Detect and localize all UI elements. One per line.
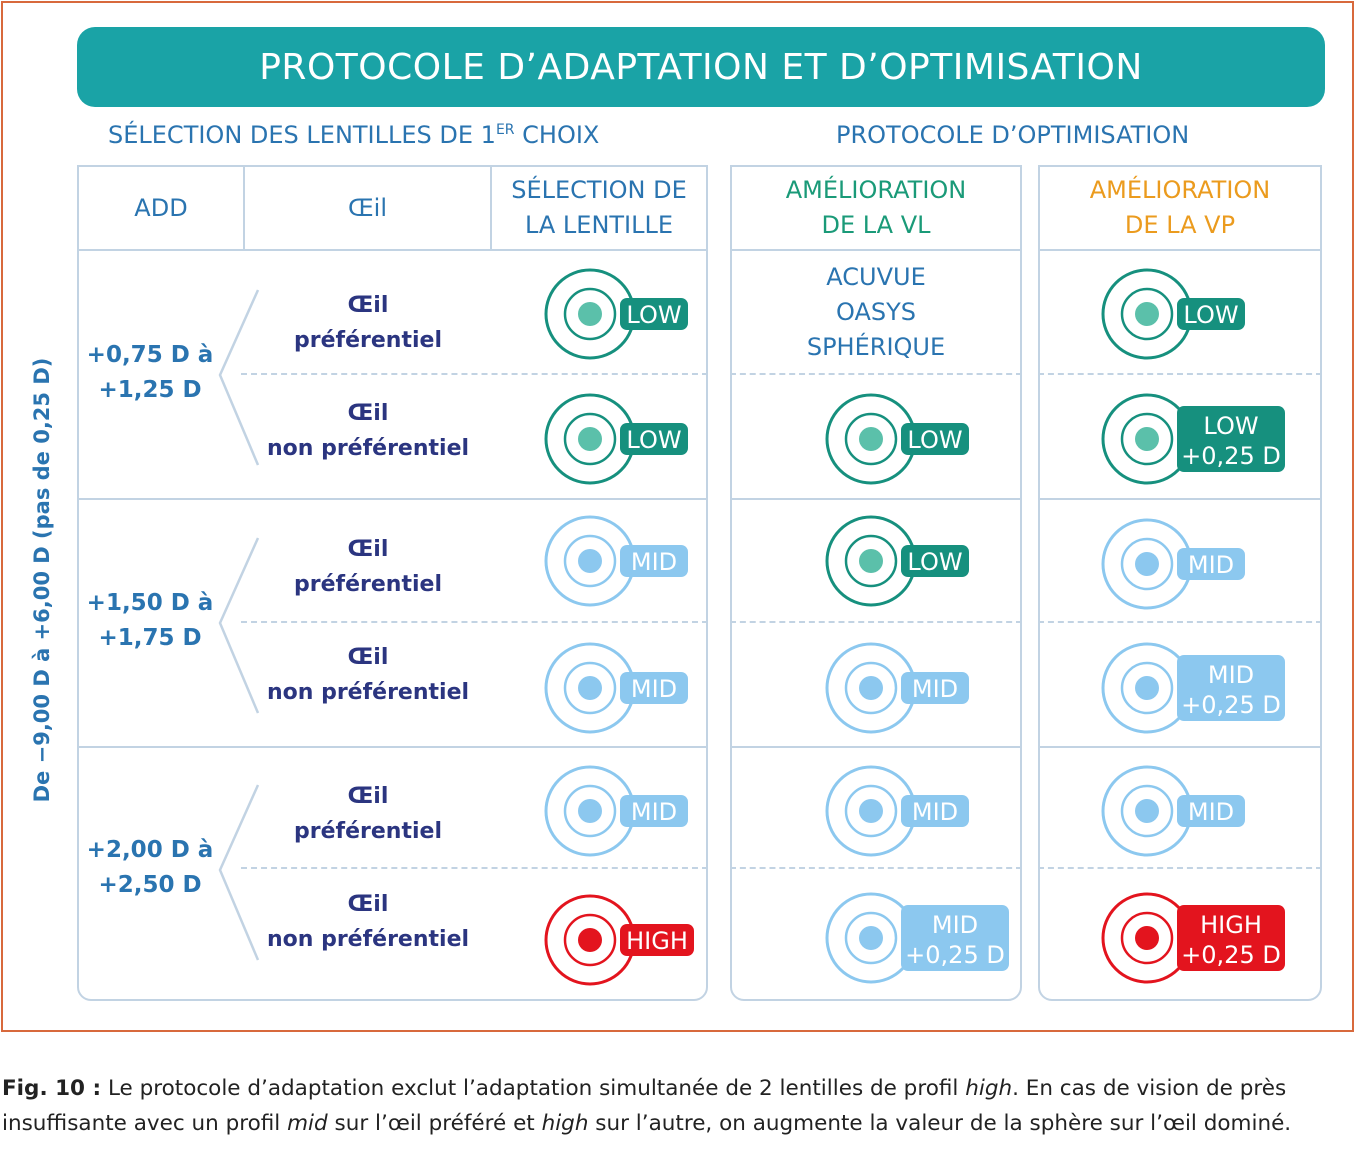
- lens-icon-low-plus: [1101, 389, 1293, 489]
- lens-icon-low: [1101, 264, 1293, 364]
- divider: [730, 498, 1022, 500]
- lens-icon-mid: [1101, 761, 1293, 861]
- lens-icon-mid: [544, 638, 694, 738]
- lens-center-dot: [578, 676, 602, 700]
- lens-profile-label: MID: [1187, 798, 1235, 826]
- header-lens-selection: SÉLECTION DE LA LENTILLE: [511, 176, 687, 239]
- lens-sphere-adjustment: +0,25 D: [905, 941, 1005, 969]
- eye-preferred-2: Œil préférentiel: [294, 537, 442, 597]
- divider: [77, 498, 708, 500]
- lens-center-dot: [578, 302, 602, 326]
- lens-profile-label: MID: [911, 675, 959, 703]
- lens-icon-low: [544, 389, 694, 489]
- lens-center-dot: [1135, 427, 1159, 451]
- lens-profile-label: HIGH: [1200, 911, 1262, 939]
- lens-center-dot: [859, 427, 883, 451]
- lens-profile-label: LOW: [907, 548, 963, 576]
- divider: [1038, 746, 1322, 748]
- lens-center-dot: [578, 799, 602, 823]
- row-separator: [1038, 867, 1322, 869]
- row-separator: [1038, 373, 1322, 375]
- divider: [1038, 498, 1322, 500]
- lens-center-dot: [1135, 799, 1159, 823]
- title-banner: [77, 27, 1325, 107]
- lens-icon-high-plus: [1101, 888, 1293, 988]
- add-range-3: +2,00 D à +2,50 D: [86, 837, 214, 898]
- lens-center-dot: [1135, 302, 1159, 326]
- lens-profile-label: MID: [630, 548, 678, 576]
- lens-profile-label: LOW: [626, 426, 682, 454]
- lens-icon-mid: [544, 761, 694, 861]
- lens-icon-mid-plus: [1101, 638, 1293, 738]
- page-title: PROTOCOLE D’ADAPTATION ET D’OPTIMISATION: [259, 46, 1143, 88]
- row-separator: [241, 621, 708, 623]
- lens-icon-low: [825, 389, 1015, 489]
- lens-center-dot: [859, 799, 883, 823]
- acuvue-oasys-spherique: ACUVUE OASYS SPHÉRIQUE: [806, 263, 946, 361]
- divider: [1038, 249, 1322, 251]
- lens-icon-mid: [825, 761, 1015, 861]
- lens-sphere-adjustment: +0,25 D: [1181, 442, 1281, 470]
- lens-sphere-adjustment: +0,25 D: [1181, 691, 1281, 719]
- header-add: ADD: [134, 193, 188, 222]
- lens-center-dot: [859, 676, 883, 700]
- lens-icon-mid: [544, 511, 694, 611]
- bracket-lines: [210, 280, 270, 970]
- lens-center-dot: [578, 427, 602, 451]
- lens-center-dot: [578, 928, 602, 952]
- lens-profile-label: MID: [630, 798, 678, 826]
- divider: [730, 746, 1022, 748]
- lens-profile-label: LOW: [1183, 301, 1239, 329]
- lens-center-dot: [859, 549, 883, 573]
- figure-caption: Fig. 10 : Le protocole d’adaptation exclut l’adaptation simultanée de 2 lentilles de profil high. En cas de vision de près insuffisante avec un profil mid sur l’œil préféré et high sur l’autre, on augmente la valeur de la sphère sur l’œil dominé.: [2, 1076, 1292, 1136]
- header-vp-improvement: AMÉLIORATION DE LA VP: [1089, 176, 1271, 239]
- divider: [77, 249, 708, 251]
- lens-profile-label: MID: [630, 675, 678, 703]
- lens-profile-label: MID: [911, 798, 959, 826]
- row-separator: [1038, 621, 1322, 623]
- row-separator: [730, 373, 1022, 375]
- lens-profile-label: MID: [931, 911, 979, 939]
- lens-icon-mid-plus: [825, 888, 1015, 988]
- header-vl-improvement: AMÉLIORATION DE LA VL: [785, 176, 967, 239]
- lens-icon-mid: [825, 638, 1015, 738]
- row-separator: [730, 867, 1022, 869]
- lens-profile-label: LOW: [1203, 412, 1259, 440]
- lens-profile-label: MID: [1187, 551, 1235, 579]
- sphere-range-label: De −9,00 D à +6,00 D (pas de 0,25 D): [30, 357, 54, 803]
- add-range-2: +1,50 D à +1,75 D: [86, 590, 214, 651]
- lens-sphere-adjustment: +0,25 D: [1181, 941, 1281, 969]
- lens-profile-label: LOW: [626, 301, 682, 329]
- row-separator: [730, 621, 1022, 623]
- header-eye: Œil: [347, 193, 387, 222]
- eye-preferred-3: Œil préférentiel: [294, 784, 442, 844]
- add-range-1: +0,75 D à +1,25 D: [86, 342, 214, 403]
- lens-center-dot: [1135, 676, 1159, 700]
- lens-icon-low: [544, 264, 694, 364]
- lens-icon-low: [825, 511, 1015, 611]
- lens-profile-label: LOW: [907, 426, 963, 454]
- optimisation-section-title: PROTOCOLE D’OPTIMISATION: [836, 121, 1190, 149]
- eye-preferred-1: Œil préférentiel: [294, 293, 442, 353]
- eye-non-preferred-2: Œil non préférentiel: [266, 645, 470, 705]
- eye-non-preferred-3: Œil non préférentiel: [266, 892, 470, 952]
- lens-center-dot: [1135, 926, 1159, 950]
- row-separator: [241, 867, 708, 869]
- lens-center-dot: [1135, 552, 1159, 576]
- lens-profile-label: HIGH: [626, 927, 688, 955]
- divider: [730, 249, 1022, 251]
- divider: [77, 746, 708, 748]
- first-choice-section-title: SÉLECTION DES LENTILLES DE 1ER CHOIX: [108, 121, 600, 149]
- lens-center-dot: [578, 549, 602, 573]
- eye-non-preferred-1: Œil non préférentiel: [266, 401, 470, 461]
- row-separator: [241, 373, 708, 375]
- lens-center-dot: [859, 926, 883, 950]
- lens-icon-high: [544, 890, 694, 990]
- lens-icon-mid: [1101, 514, 1293, 614]
- lens-profile-label: MID: [1207, 661, 1255, 689]
